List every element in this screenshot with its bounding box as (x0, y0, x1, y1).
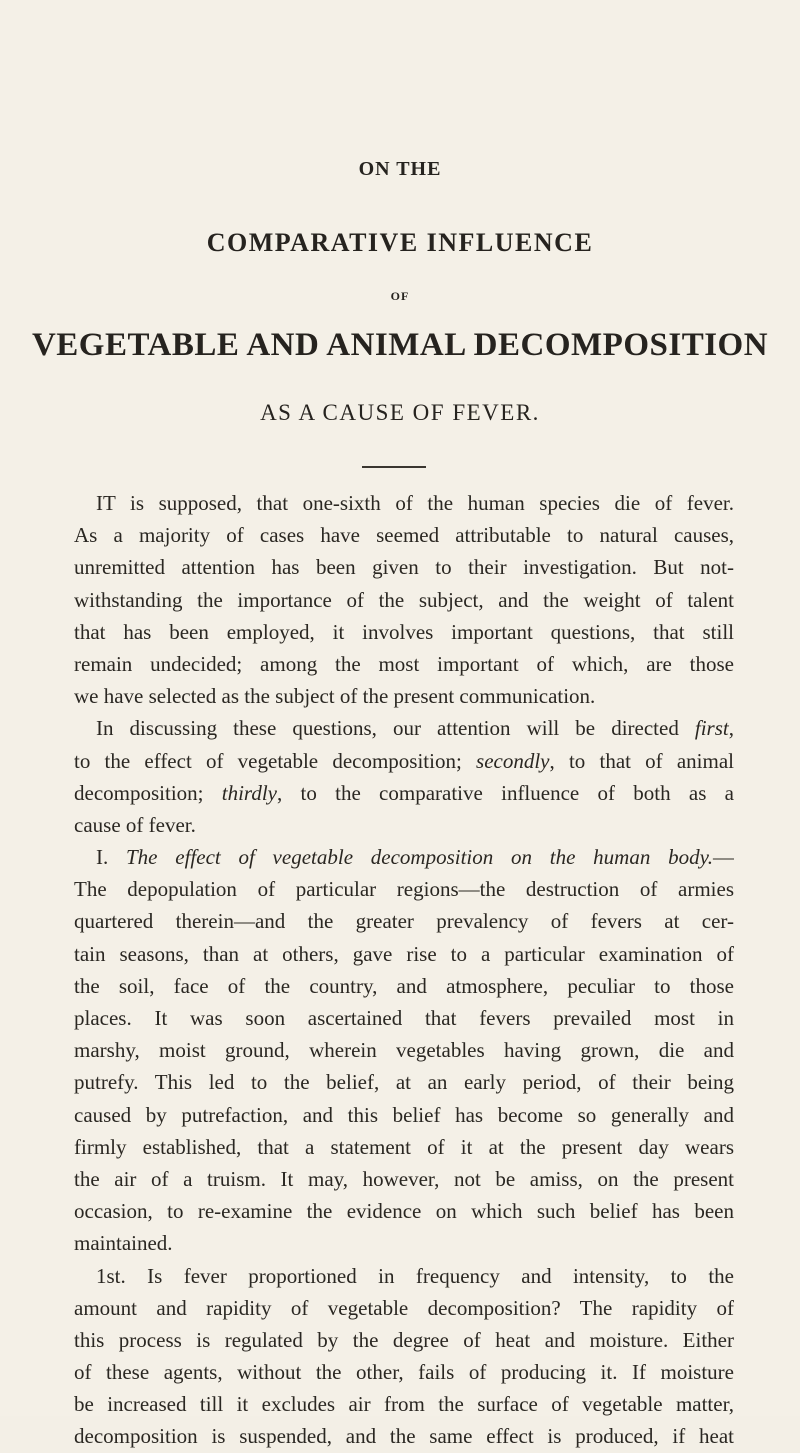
p3-line: maintained. (74, 1231, 173, 1256)
p1-line: unremitted attention has been given to their investigation. But not- (74, 555, 734, 580)
p3-line: the air of a truism. It may, however, not be amiss, on the present (74, 1166, 734, 1191)
p2-line (74, 745, 734, 777)
p3-heading-line (74, 841, 734, 873)
title-cause-of-fever: AS A CAUSE OF FEVER. (260, 400, 540, 425)
p3-line: occasion, to re-examine the evidence on which such belief has been (74, 1199, 734, 1224)
p2-text: In discussing these questions, our attention will be directed (96, 716, 695, 741)
p1-line: we have selected as the subject of the present communication. (74, 684, 596, 709)
p3-line: tain seasons, than at others, gave rise to a particular examination of (74, 941, 734, 966)
title-comparative-influence: COMPARATIVE INFLUENCE (206, 228, 594, 257)
p2-emphasis: secondly (476, 748, 550, 773)
p3-line: caused by putrefaction, and this belief has become so generally and (74, 1102, 734, 1127)
p4-line: this process is regulated by the degree of heat and moisture. Either (74, 1327, 734, 1352)
p2-emphasis: first (694, 716, 729, 741)
p3-line: firmly established, that a statement of it at the present day wears (74, 1134, 734, 1159)
section-number: I. (96, 845, 126, 870)
section-dash: — (713, 845, 734, 870)
p1-line: IT is supposed, that one-sixth of the human species die of fever. (96, 491, 734, 515)
p4-line: decomposition is suspended, and the same effect is produced, if heat (74, 1424, 734, 1449)
p1-line: withstanding the importance of the subject, and the weight of talent (74, 587, 734, 612)
title-vegetable-animal-decomposition: VEGETABLE AND ANIMAL DECOMPOSITION (31, 327, 769, 363)
p1-line: that has been employed, it involves important questions, that still (74, 619, 734, 644)
p3-line: quartered therein—and the greater prevalency of fevers at cer- (74, 909, 734, 934)
p3-line: The depopulation of particular regions—the destruction of armies (74, 877, 734, 902)
body-text (74, 487, 734, 1453)
p4-line: of these agents, without the other, fails of producing it. If moisture (74, 1360, 734, 1385)
p2-emphasis: thirdly (221, 780, 277, 805)
p3-line: the soil, face of the country, and atmosphere, peculiar to those (74, 973, 734, 998)
p3-line: putrefy. This led to the belief, at an early period, of their being (74, 1070, 734, 1095)
p3-line: marshy, moist ground, wherein vegetables having grown, die and (74, 1038, 734, 1063)
title-of: OF (390, 289, 410, 303)
p2-text: to the effect of vegetable decomposition; (74, 748, 477, 773)
p4-line: amount and rapidity of vegetable decomposition? The rapidity of (74, 1295, 734, 1320)
section-heading: The effect of vegetable decomposition on the human body. (126, 845, 713, 870)
p2-text: , (728, 716, 734, 741)
p4-line: 1st. Is fever proportioned in frequency and intensity, to the (96, 1263, 734, 1288)
p1-line: As a majority of cases have seemed attributable to natural causes, (74, 523, 734, 548)
title-divider-rule (362, 466, 426, 468)
p2-text: , to the comparative influence of both as a (276, 780, 734, 805)
p3-line: places. It was soon ascertained that fevers prevailed most in (74, 1006, 734, 1030)
title-on-the: ON THE (358, 158, 442, 180)
p2-line (74, 777, 734, 809)
p2-line (74, 712, 734, 744)
p2-text: decomposition; (74, 780, 222, 805)
p1-line: remain undecided; among the most important of which, are those (74, 651, 734, 676)
p2-text: , to that of animal (549, 748, 734, 773)
p4-line: be increased till it excludes air from the surface of vegetable matter, (74, 1392, 734, 1417)
p2-line: cause of fever. (74, 812, 196, 837)
